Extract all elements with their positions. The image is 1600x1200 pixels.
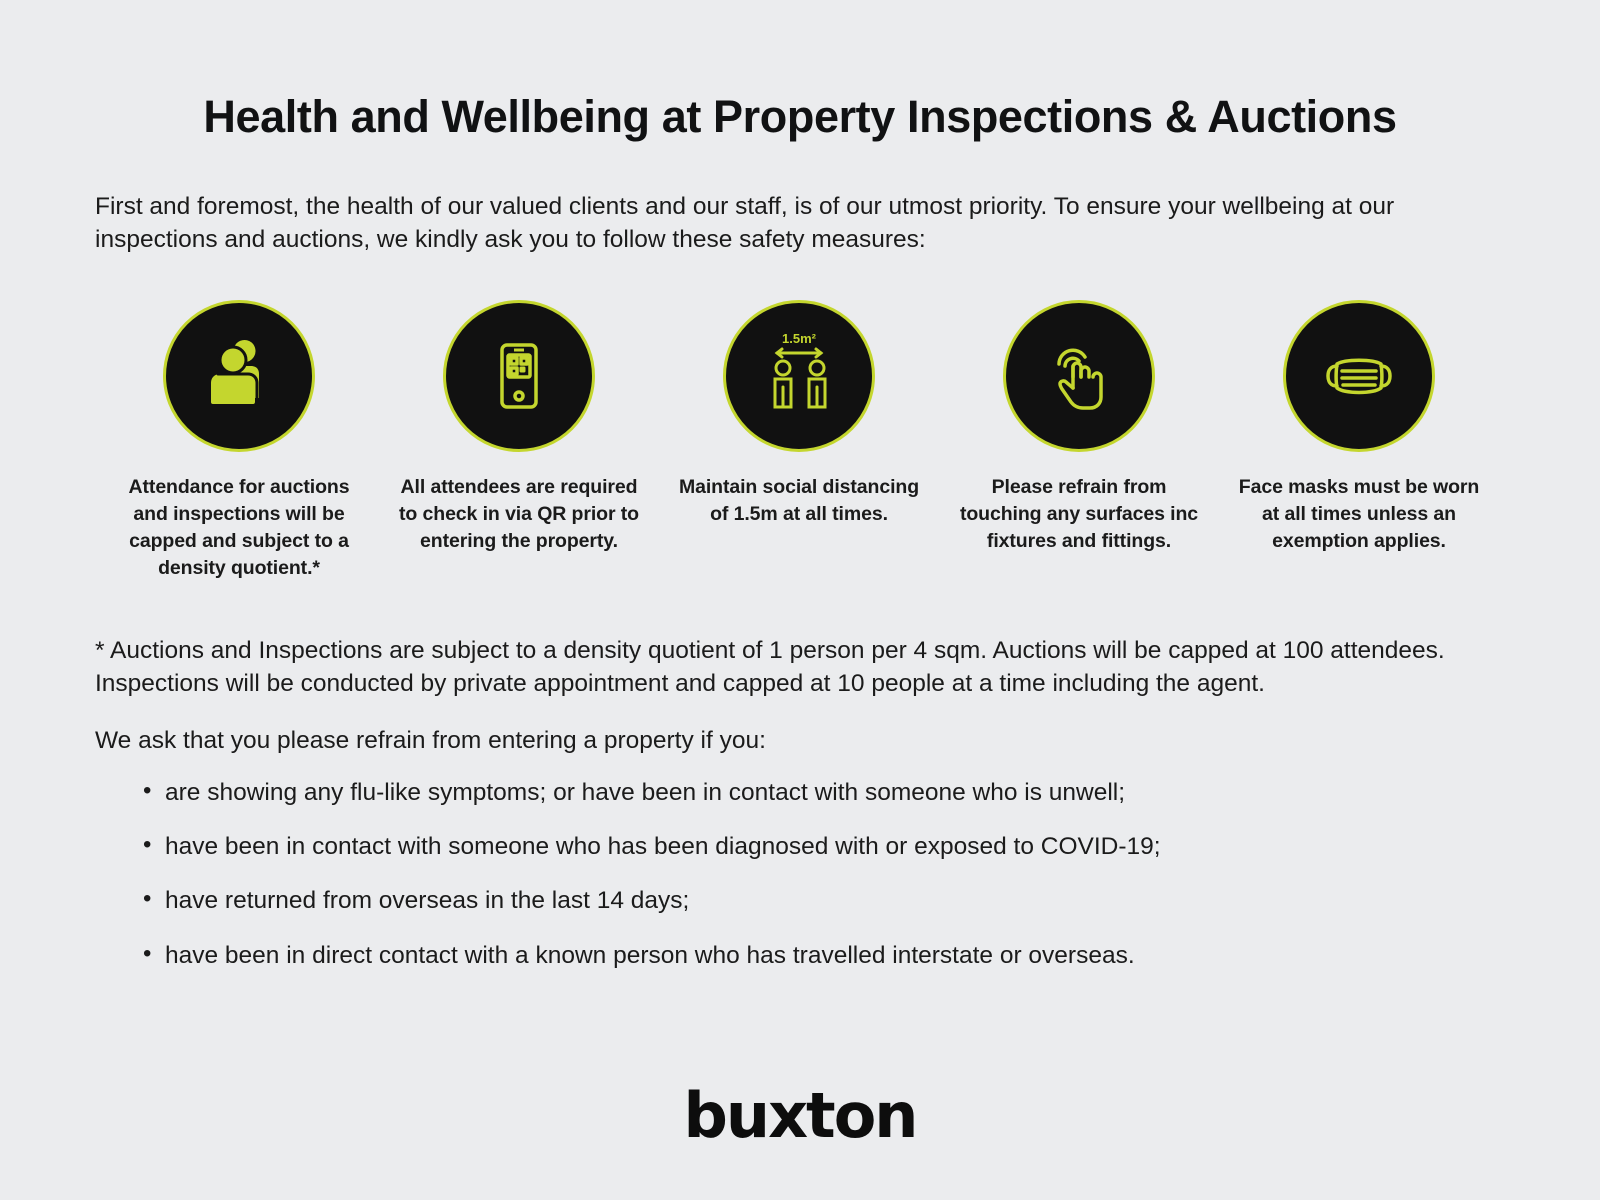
- intro-paragraph: First and foremost, the health of our valued clients and our staff, is of our utmost priority. To ensure your wellbeing at our inspections and auctions, we kindly ask you to follow these safety measures:: [95, 192, 1395, 253]
- no-touch-hand-icon: [1003, 300, 1155, 452]
- list-item: • are showing any flu-like symptoms; or have been in contact with someone who is unwell;: [143, 776, 1505, 809]
- list-item: • have been in direct contact with a known person who has travelled interstate or overseas.: [143, 939, 1505, 972]
- safety-measures-row: [95, 300, 1505, 582]
- measure-item-social-distancing: [673, 300, 925, 528]
- phone-qr-code-icon: [443, 300, 595, 452]
- list-item: • have been in contact with someone who has been diagnosed with or exposed to COVID-19;: [143, 830, 1505, 863]
- measure-item-qr-checkin: [393, 300, 645, 555]
- measure-caption: Please refrain from touching any surfaces inc fixtures and fittings.: [959, 476, 1199, 552]
- measure-item-face-mask: [1233, 300, 1485, 555]
- refrain-heading: We ask that you please refrain from entering a property if you:: [95, 727, 766, 755]
- page-title: Health and Wellbeing at Property Inspections & Auctions: [203, 91, 1397, 142]
- logo-text: buxton: [683, 1079, 917, 1152]
- measure-caption: All attendees are required to check in via QR prior to entering the property.: [398, 476, 639, 552]
- measure-caption: Face masks must be worn at all times unless an exemption applies.: [1238, 476, 1480, 552]
- measure-caption: Attendance for auctions and inspections will be capped and subject to a density quotient.*: [128, 476, 350, 579]
- brand-logo: [0, 1079, 1600, 1152]
- social-distancing-icon: [723, 300, 875, 452]
- measure-item-no-touching: [953, 300, 1205, 555]
- distance-badge-label: 1.5m²: [782, 331, 816, 347]
- measure-item-attendance: [113, 300, 365, 582]
- list-item: • have returned from overseas in the last 14 days;: [143, 884, 1505, 917]
- measure-caption: Maintain social distancing of 1.5m at all times.: [678, 476, 920, 526]
- face-mask-icon: [1283, 300, 1435, 452]
- footnote-paragraph: * Auctions and Inspections are subject to a density quotient of 1 person per 4 sqm. Auctions will be capped at 100 attendees. Inspections will be conducted by private appointment and capped at 10 people at a time including the agent.: [95, 636, 1445, 698]
- refrain-list: [95, 776, 1505, 972]
- people-group-icon: [163, 300, 315, 452]
